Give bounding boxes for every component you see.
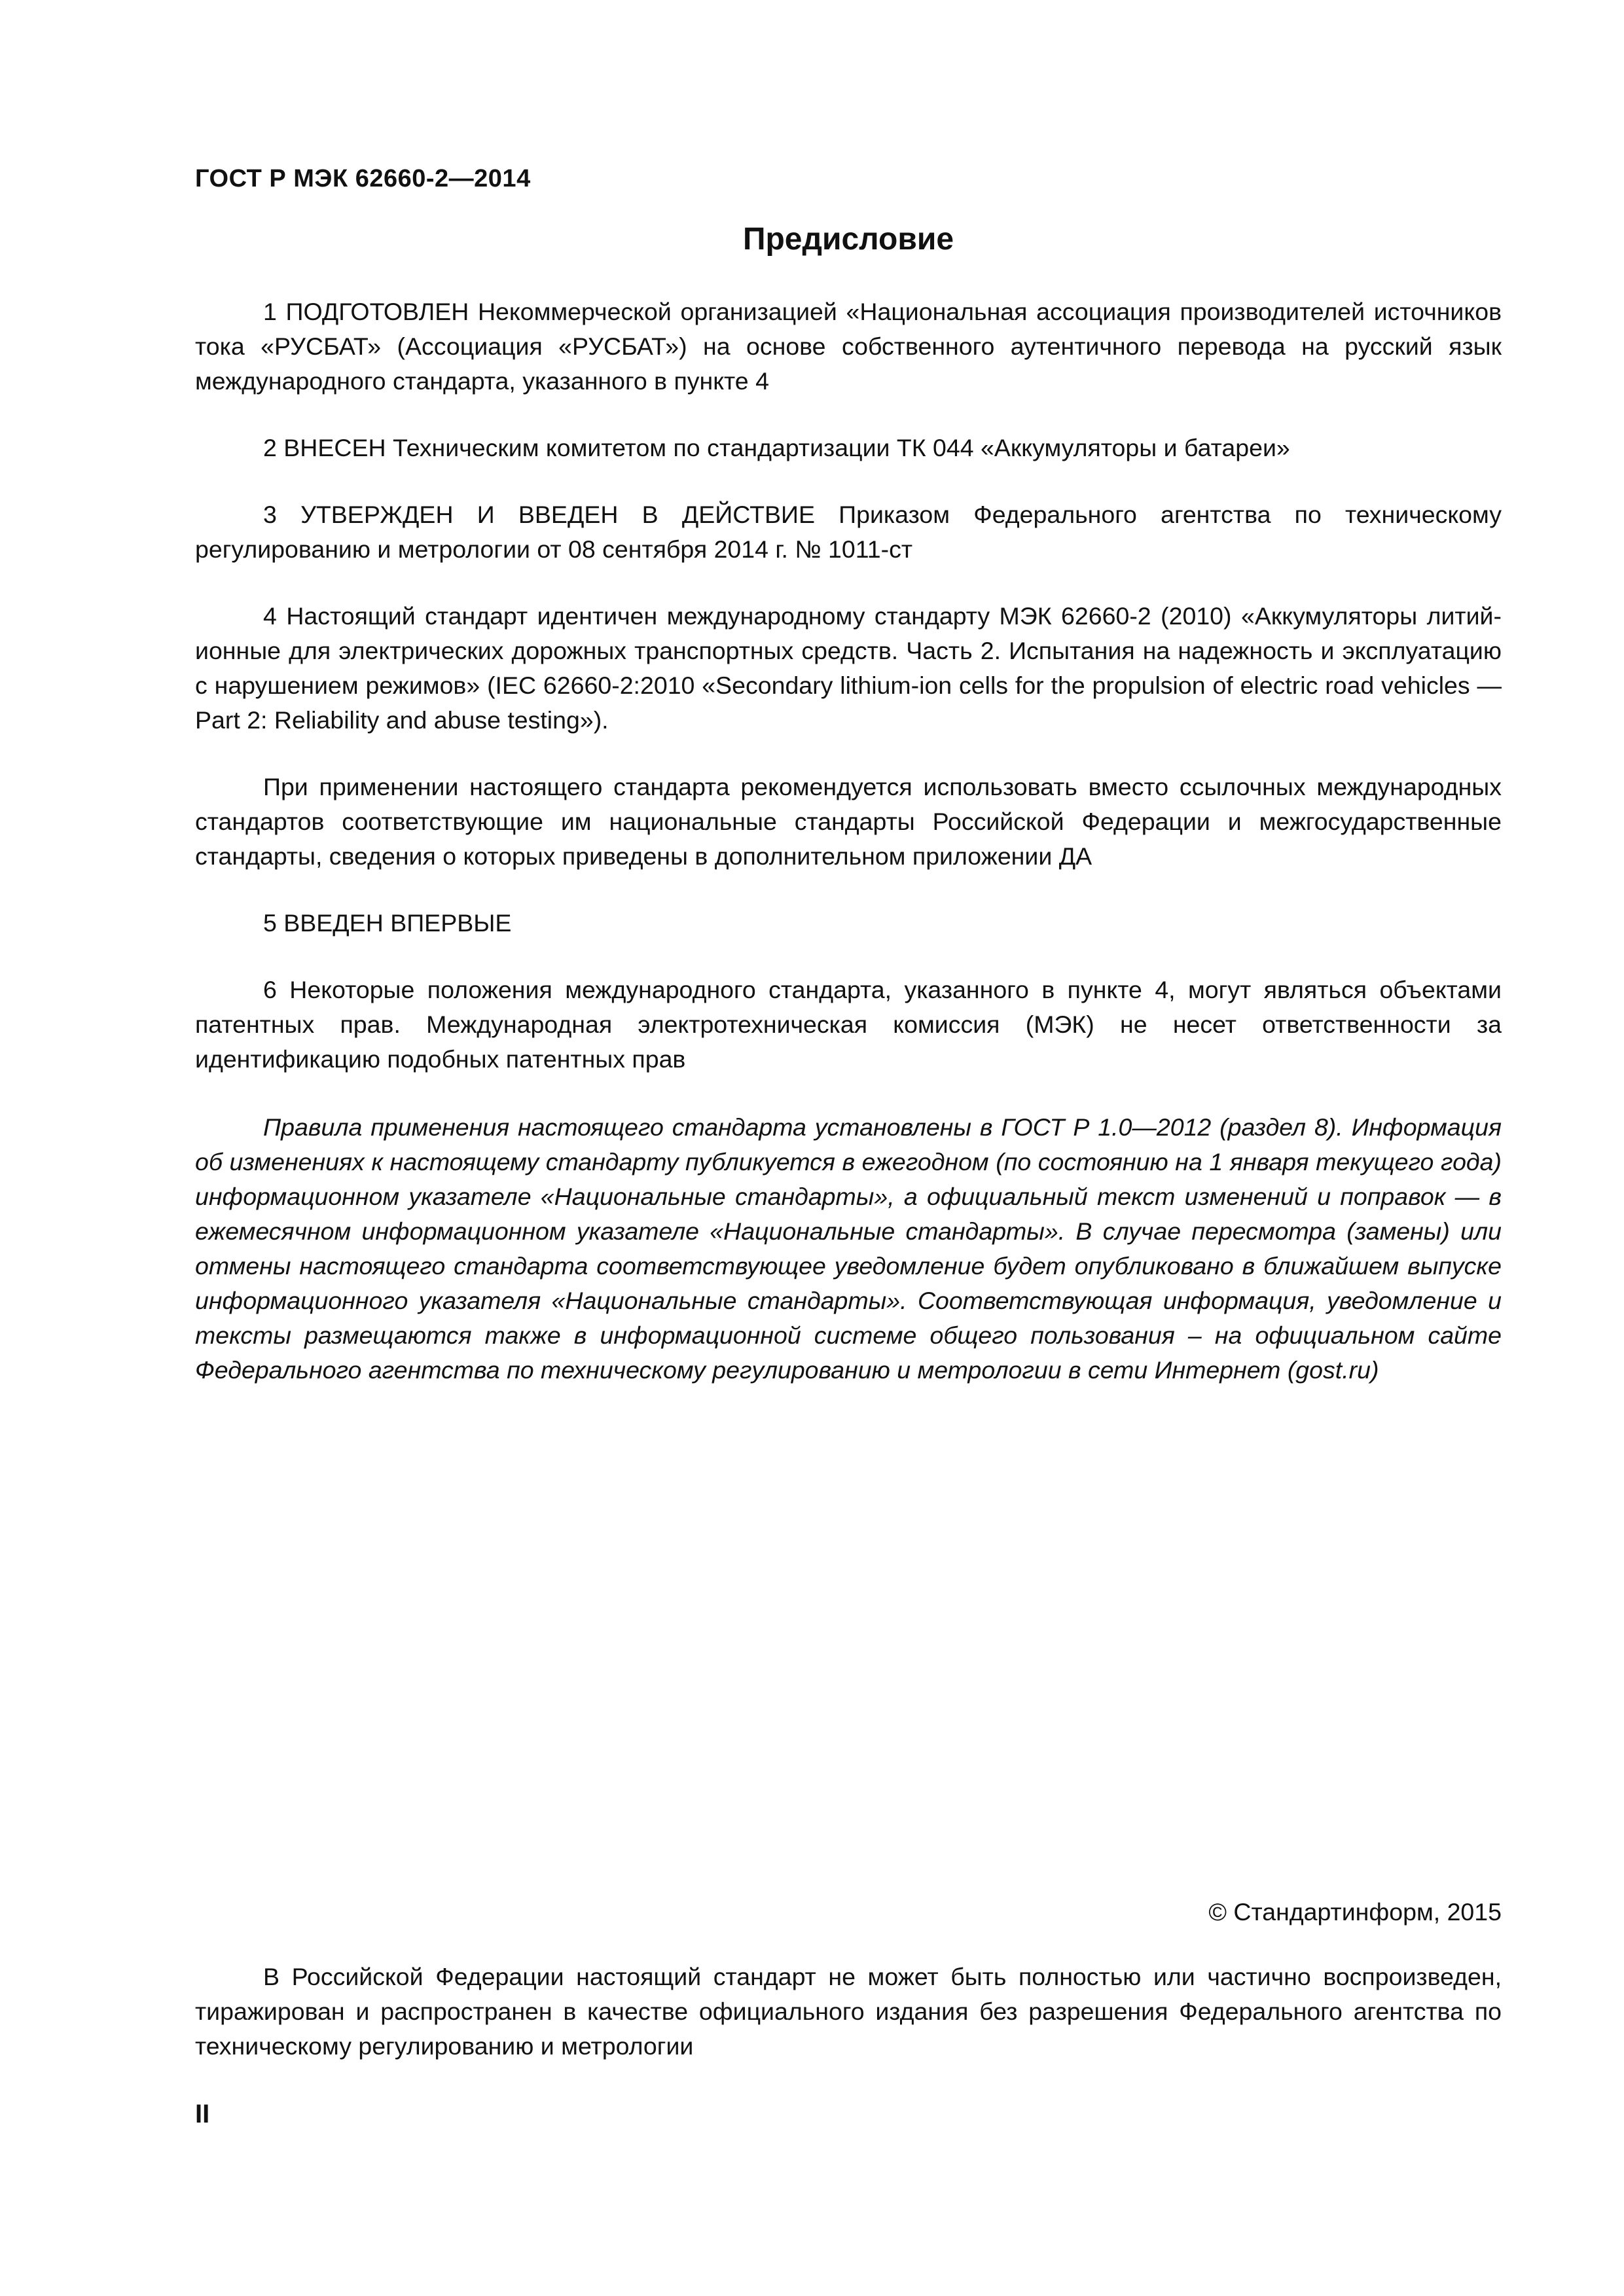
foreword-item-3-approved: 3 УТВЕРЖДЕН И ВВЕДЕН В ДЕЙСТВИЕ Приказом Федерального агентства по техническому регулированию и метрологии от 08 сентября 2014 г. № 1011-ст	[195, 501, 1502, 563]
foreword-body	[195, 295, 1502, 1109]
foreword-item-2-introduced: 2 ВНЕСЕН Техническим комитетом по стандартизации ТК 044 «Аккумуляторы и батареи»	[263, 434, 1290, 461]
foreword-item-4-identical: 4 Настоящий стандарт идентичен международному стандарту МЭК 62660-2 (2010) «Аккумуляторы литий-ионные для электрических дорожных транспортных средств. Часть 2. Испытания на надежность и эксплуатацию с нарушением режимов» (IEC 62660-2:2010 «Secondary lithium-ion cells for the propulsion of electric road vehicles — Part 2: Reliability and abuse testing»).	[195, 602, 1502, 734]
page-title: Предисловие	[742, 222, 954, 257]
foreword-item-6-patent-rights: 6 Некоторые положения международного стандарта, указанного в пункте 4, могут являться объектами патентных прав. Международная электротехническая комиссия (МЭК) не несет ответственности за идентификацию подобных патентных прав	[195, 976, 1502, 1073]
foreword-item-1-prepared: 1 ПОДГОТОВЛЕН Некоммерческой организацией «Национальная ассоциация производителей источников тока «РУСБАТ» (Ассоциация «РУСБАТ») на основе собственного аутентичного перевода на русский язык международного стандарта, указанного в пункте 4	[195, 298, 1502, 395]
foreword-item-5-first-introduced: 5 ВВЕДЕН ВПЕРВЫЕ	[263, 909, 512, 937]
reproduction-notice: В Российской Федерации настоящий стандарт не может быть полностью или частично воспроизведен, тиражирован и распространен в качестве официального издания без разрешения Федерального агентства по техническому регулированию и метрологии	[195, 1963, 1502, 2060]
standard-designation: ГОСТ Р МЭК 62660-2—2014	[195, 165, 531, 192]
document-page	[195, 0, 1502, 2296]
application-rules-notice: Правила применения настоящего стандарта установлены в ГОСТ Р 1.0—2012 (раздел 8). Информация об изменениях к настоящему стандарту публикуется в ежегодном (по состоянию на 1 января текущего года) информационном указателе «Национальные стандарты», а официальный текст изменений и поправок — в ежемесячном информационном указателе «Национальные стандарты». В случае пересмотра (замены) или отмены настоящего стандарта соответствующее уведомление будет опубликовано в ближайшем выпуске информационного указателя «Национальные стандарты». Соответствующая информация, уведомление и тексты размещаются также в информационной системе общего пользования – на официальном сайте Федерального агентства по техническому регулированию и метрологии в сети Интернет (gost.ru)	[195, 1113, 1502, 1384]
copyright-line: © Стандартинформ, 2015	[1208, 1898, 1502, 1926]
foreword-reference-note: При применении настоящего стандарта рекомендуется использовать вместо ссылочных международных стандартов соответствующие им национальные стандарты Российской Федерации и межгосударственные стандарты, сведения о которых приведены в дополнительном приложении ДА	[195, 773, 1502, 870]
page-number: II	[195, 2100, 210, 2128]
